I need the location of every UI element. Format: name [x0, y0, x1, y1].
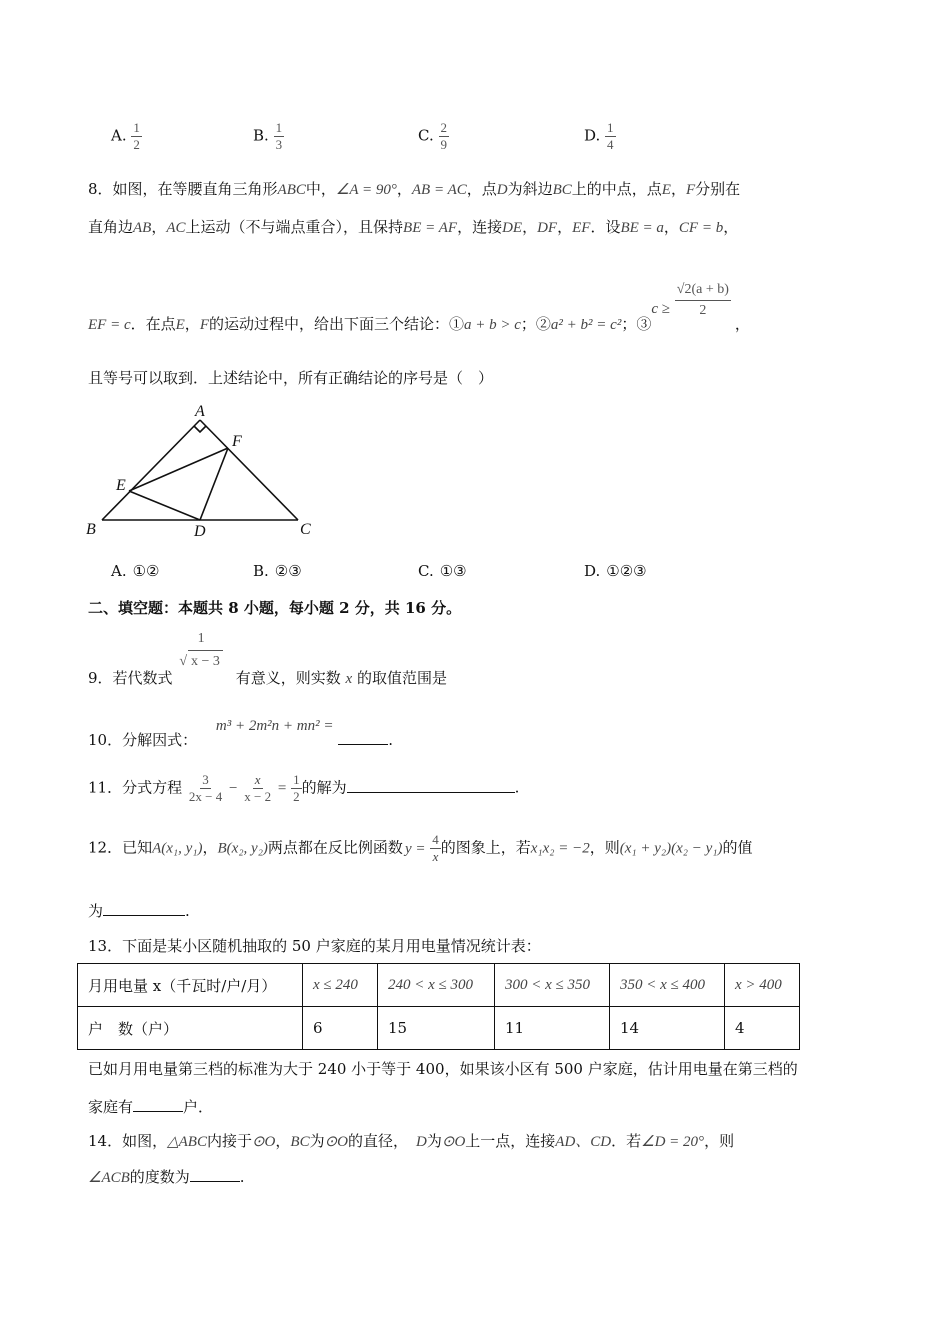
- math: (x₁ + y₂)(x₂ − y₁): [619, 840, 723, 857]
- q8-option-b: [253, 562, 302, 580]
- numerator: 4: [432, 832, 439, 847]
- math: CF = b: [678, 220, 724, 236]
- text: 户．: [183, 1098, 214, 1116]
- math: c ≥: [651, 300, 670, 317]
- math: BC: [552, 182, 572, 198]
- segment-ed: [129, 491, 200, 520]
- label-a: A: [195, 403, 205, 420]
- right-angle-mark: [194, 426, 206, 432]
- math: y =: [404, 840, 426, 857]
- option-text: ①③: [439, 562, 467, 580]
- text: 的取值范围是: [356, 668, 447, 687]
- q11: [88, 772, 519, 805]
- math: E: [175, 316, 185, 333]
- table-cell: x ≤ 240: [303, 964, 378, 1007]
- q7-option-a: [111, 120, 142, 153]
- denominator: 2: [699, 303, 707, 318]
- text: ．若: [611, 1132, 642, 1150]
- text: ，: [275, 1132, 291, 1150]
- text: 的图象上，若: [440, 838, 531, 857]
- text: 10．分解因式：: [88, 731, 198, 749]
- table-cell: 月用电量 x（千瓦时/户/月）: [78, 964, 303, 1007]
- option-text: ②③: [274, 562, 302, 580]
- text: ，: [202, 838, 218, 857]
- text: 上运动（不与端点重合），且保持: [185, 218, 404, 236]
- q7-option-d: [584, 120, 616, 153]
- text: .: [239, 1168, 245, 1186]
- answer-blank[interactable]: [190, 1167, 240, 1182]
- option-text: ①②③: [606, 562, 647, 580]
- option-letter: A.: [111, 126, 127, 145]
- fraction: [187, 772, 224, 805]
- table-cell: x > 400: [725, 964, 800, 1007]
- math: ⊙O: [324, 1134, 348, 1150]
- math: D: [416, 1134, 427, 1150]
- math: F: [685, 182, 696, 198]
- q9: [88, 628, 447, 687]
- fraction: [605, 120, 616, 153]
- text: ，: [734, 314, 750, 333]
- text: 的直径，: [348, 1132, 409, 1150]
- denominator: 2: [293, 789, 300, 804]
- table-row: [78, 964, 800, 1007]
- text: ．在点: [130, 314, 176, 333]
- q8-line-4: 且等号可以取到．上述结论中，所有正确结论的序号是（ ）: [88, 369, 494, 387]
- text: ，: [723, 218, 739, 236]
- text: 12．已知: [88, 838, 153, 857]
- text: ，连接: [457, 218, 503, 236]
- answer-blank[interactable]: [338, 730, 388, 745]
- text: 家庭有: [88, 1098, 134, 1116]
- option-letter: C.: [418, 562, 434, 580]
- math: a + b > c: [464, 316, 521, 333]
- text: 8．如图，在等腰直角三角形: [88, 180, 278, 198]
- option-letter: A.: [111, 562, 127, 580]
- math: ⊙O: [441, 1134, 466, 1150]
- q7-option-c: [418, 120, 449, 153]
- segment-ac: [200, 420, 298, 520]
- q12-line-1: [88, 832, 753, 865]
- math: AB = AC: [411, 182, 467, 198]
- text: 14．如图，: [88, 1132, 168, 1150]
- text: 11．分式方程: [88, 778, 183, 797]
- math: BE = a: [620, 220, 664, 236]
- segment-ab: [102, 420, 200, 520]
- text: ，: [522, 218, 538, 236]
- q14-line-1: [88, 1130, 734, 1151]
- text: 两点都在反比例函数: [267, 838, 403, 857]
- math: EF: [572, 220, 591, 236]
- text: .: [388, 731, 394, 749]
- text: 内接于: [206, 1132, 252, 1150]
- denominator: 2x − 4: [188, 789, 223, 804]
- math: ∠ACB: [88, 1170, 130, 1186]
- numerator: 1: [275, 120, 283, 135]
- text: .: [514, 778, 520, 797]
- text: 的度数为: [129, 1168, 190, 1186]
- math: AB: [133, 220, 152, 236]
- answer-blank[interactable]: [133, 1097, 183, 1112]
- text: 分别在: [695, 180, 741, 198]
- text: ．设: [590, 218, 621, 236]
- table-cell: 350 < x ≤ 400: [610, 964, 725, 1007]
- q14-line-2: [88, 1166, 245, 1187]
- text: 9．若代数式: [88, 668, 173, 687]
- text: ；③: [621, 314, 652, 333]
- denominator: 9: [440, 137, 447, 152]
- text: 中，: [305, 180, 336, 198]
- math: ⊙O: [251, 1134, 276, 1150]
- table-cell: 300 < x ≤ 350: [495, 964, 610, 1007]
- numerator: x: [254, 772, 261, 787]
- option-letter: D.: [584, 562, 601, 580]
- math: B(x₂, y₂): [217, 840, 268, 857]
- answer-blank[interactable]: [103, 901, 185, 916]
- denominator: √ x − 3: [177, 650, 225, 673]
- math: A(x₁, y₁): [152, 840, 203, 857]
- q8-line-3: [88, 280, 750, 333]
- text: ，: [663, 218, 679, 236]
- numerator: 1: [197, 631, 205, 646]
- math: ∠A = 90°: [335, 182, 397, 198]
- option-letter: B.: [253, 562, 269, 580]
- q8-line-1: [88, 178, 740, 199]
- text: 直角边: [88, 218, 134, 236]
- q8-option-a: [111, 562, 160, 580]
- text: ，: [670, 180, 686, 198]
- option-letter: D.: [584, 126, 601, 145]
- answer-blank[interactable]: [347, 778, 515, 793]
- denominator: 3: [275, 137, 283, 152]
- fraction: [242, 772, 273, 805]
- option-letter: B.: [253, 126, 269, 145]
- math: −: [229, 780, 238, 797]
- fraction: [675, 280, 731, 321]
- fraction: [274, 120, 285, 153]
- math: AD、CD: [555, 1134, 612, 1150]
- table-cell: 户 数（户）: [78, 1007, 303, 1050]
- math: D: [496, 182, 508, 198]
- math: AC: [166, 220, 186, 236]
- table-cell: 11: [495, 1007, 610, 1050]
- text: 的值: [722, 838, 753, 857]
- text: 上的中点，点: [571, 180, 662, 198]
- text: 为斜边: [507, 180, 553, 198]
- text: 为: [88, 902, 104, 920]
- fraction: [291, 772, 302, 805]
- math: x₁x₂ = −2: [530, 840, 590, 857]
- section-heading: 二、填空题：本题共 8 小题，每小题 2 分，共 16 分。: [88, 599, 462, 617]
- table-cell: 14: [610, 1007, 725, 1050]
- denominator: 4: [607, 137, 614, 152]
- q13-after-1: 已如月用电量第三档的标准为大于 240 小于等于 400，如果该小区有 500 户家庭，估计用电量在第三档的: [88, 1060, 798, 1078]
- text: ，: [396, 180, 412, 198]
- table-cell: 240 < x ≤ 300: [378, 964, 495, 1007]
- label-e: E: [116, 477, 126, 494]
- text: .: [185, 902, 190, 920]
- math: =: [277, 780, 287, 797]
- q10: [88, 714, 394, 749]
- q13-intro: 13．下面是某小区随机抽取的 50 户家庭的某月用电量情况统计表：: [88, 937, 541, 955]
- text: ，则: [704, 1132, 735, 1150]
- table-row: [78, 1007, 800, 1050]
- text: ，则: [589, 838, 620, 857]
- math: △ABC: [167, 1134, 207, 1150]
- option-letter: C.: [418, 126, 434, 145]
- math: EF = c: [88, 316, 131, 333]
- q8-triangle-figure: [80, 400, 320, 545]
- label-c: C: [300, 521, 311, 538]
- math: BC: [290, 1134, 310, 1150]
- math: m³ + 2m²n + mn² =: [215, 718, 334, 734]
- text: ，: [151, 218, 167, 236]
- table-cell: 4: [725, 1007, 800, 1050]
- q8-option-c: [418, 562, 467, 580]
- numerator: √2(a + b): [675, 280, 731, 301]
- denominator: x: [432, 849, 439, 864]
- usage-table: [77, 963, 800, 1050]
- math: ABC: [277, 182, 306, 198]
- math: BE = AF: [403, 220, 458, 236]
- text: ，: [184, 314, 200, 333]
- table-cell: 15: [378, 1007, 495, 1050]
- label-b: B: [86, 521, 96, 538]
- numerator: 1: [607, 120, 614, 135]
- text: 有意义，则实数: [235, 668, 341, 687]
- q7-option-b: [253, 120, 284, 153]
- label-f: F: [232, 433, 242, 450]
- text: ，点: [466, 180, 497, 198]
- label-d: D: [194, 523, 206, 540]
- q8-option-d: [584, 562, 647, 580]
- math: x: [345, 670, 353, 687]
- math: ∠D = 20°: [641, 1134, 705, 1150]
- text: 为: [426, 1132, 442, 1150]
- fraction: [430, 832, 441, 865]
- numerator: 1: [133, 120, 140, 135]
- radicand: x − 3: [188, 650, 223, 673]
- math: DE: [502, 220, 523, 236]
- text: ；②: [520, 314, 551, 333]
- math: DF: [537, 220, 558, 236]
- option-text: ①②: [132, 562, 160, 580]
- numerator: 2: [440, 120, 447, 135]
- numerator: 3: [202, 772, 209, 787]
- denominator: 2: [133, 137, 140, 152]
- text: 为: [309, 1132, 325, 1150]
- text: 的运动过程中，给出下面三个结论：①: [208, 314, 464, 333]
- fraction: [177, 628, 225, 673]
- math: a² + b² = c²: [550, 316, 622, 333]
- math: E: [661, 182, 671, 198]
- text: 的解为: [301, 778, 347, 797]
- table-cell: 6: [303, 1007, 378, 1050]
- text: 上一点，连接: [465, 1132, 556, 1150]
- q13-after-2: [88, 1096, 213, 1117]
- fraction: [131, 120, 142, 153]
- q8-line-2: [88, 216, 738, 237]
- text: ，: [557, 218, 573, 236]
- denominator: x − 2: [244, 789, 272, 804]
- fraction: [439, 120, 450, 153]
- numerator: 1: [293, 772, 300, 787]
- q12-line-2: [88, 900, 190, 921]
- math: F: [199, 316, 209, 333]
